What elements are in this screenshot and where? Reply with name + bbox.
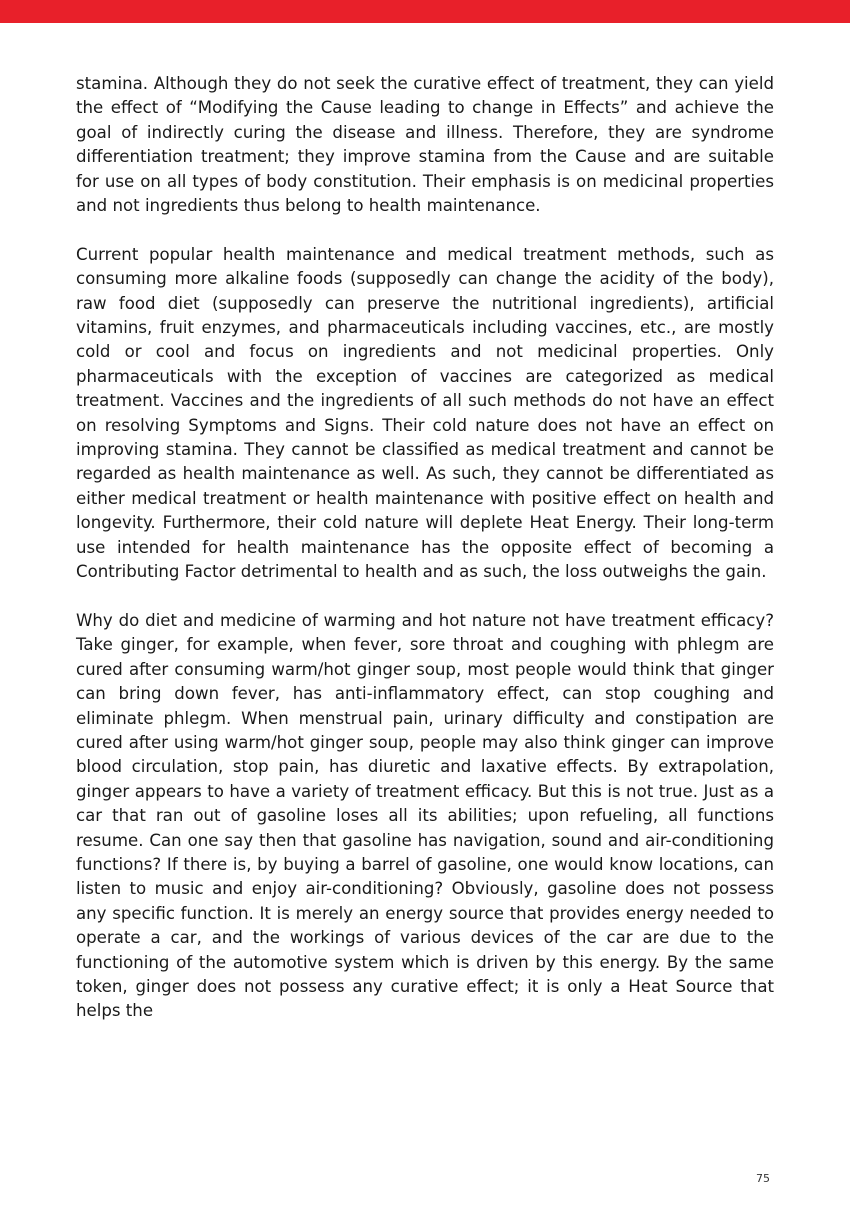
page-number: 75 <box>756 1172 770 1185</box>
header-accent-bar <box>0 0 850 23</box>
paragraph-3: Why do diet and medicine of warming and hot nature not have treatment efficacy? Take ginger, for example, when fever, sore throat and coughing with phlegm are cured after consuming warm/hot ginger soup, most people would think that ginger can bring down fever, has anti-inflammatory effect, can stop coughing and eliminate phlegm. When menstrual pain, urinary difficulty and constipation are cured after using warm/hot ginger soup, people may also think ginger can improve blood circulation, stop pain, has diuretic and laxative effects. By extrapolation, ginger appears to have a variety of treatment efficacy. But this is not true. Just as a car that ran out of gasoline loses all its abilities; upon refueling, all functions resume. Can one say then that gasoline has navigation, sound and air-conditioning functions? If there is, by buying a barrel of gasoline, one would know locations, can listen to music and enjoy air-conditioning? Obviously, gasoline does not possess any specific function. It is merely an energy source that provides energy needed to operate a car, and the workings of various devices of the car are due to the functioning of the automotive system which is driven by this energy. By the same token, ginger does not possess any curative effect; it is only a Heat Source that helps the <box>76 610 774 1021</box>
page-body <box>76 72 774 1024</box>
paragraph-1: stamina. Although they do not seek the curative effect of treatment, they can yield the effect of “Modifying the Cause leading to change in Effects” and achieve the goal of indirectly curing the disease and illness. Therefore, they are syndrome differentiation treatment; they improve stamina from the Cause and are suitable for use on all types of body constitution. Their emphasis is on medicinal properties and not ingredients thus belong to health maintenance. <box>76 74 774 216</box>
paragraph-2: Current popular health maintenance and medical treatment methods, such as consuming more alkaline foods (supposedly can change the acidity of the body), raw food diet (supposedly can preserve the nutritional ingredients), artificial vitamins, fruit enzymes, and pharmaceuticals including vaccines, etc., are mostly cold or cool and focus on ingredients and not medicinal properties. Only pharmaceuticals with the exception of vaccines are categorized as medical treatment. Vaccines and the ingredients of all such methods do not have an effect on resolving Symptoms and Signs. Their cold nature does not have an effect on improving stamina. They cannot be classified as medical treatment and cannot be regarded as health maintenance as well. As such, they cannot be differentiated as either medical treatment or health maintenance with positive effect on health and longevity. Furthermore, their cold nature will deplete Heat Energy. Their long-term use intended for health maintenance has the opposite effect of becoming a Contributing Factor detrimental to health and as such, the loss outweighs the gain. <box>76 244 774 582</box>
